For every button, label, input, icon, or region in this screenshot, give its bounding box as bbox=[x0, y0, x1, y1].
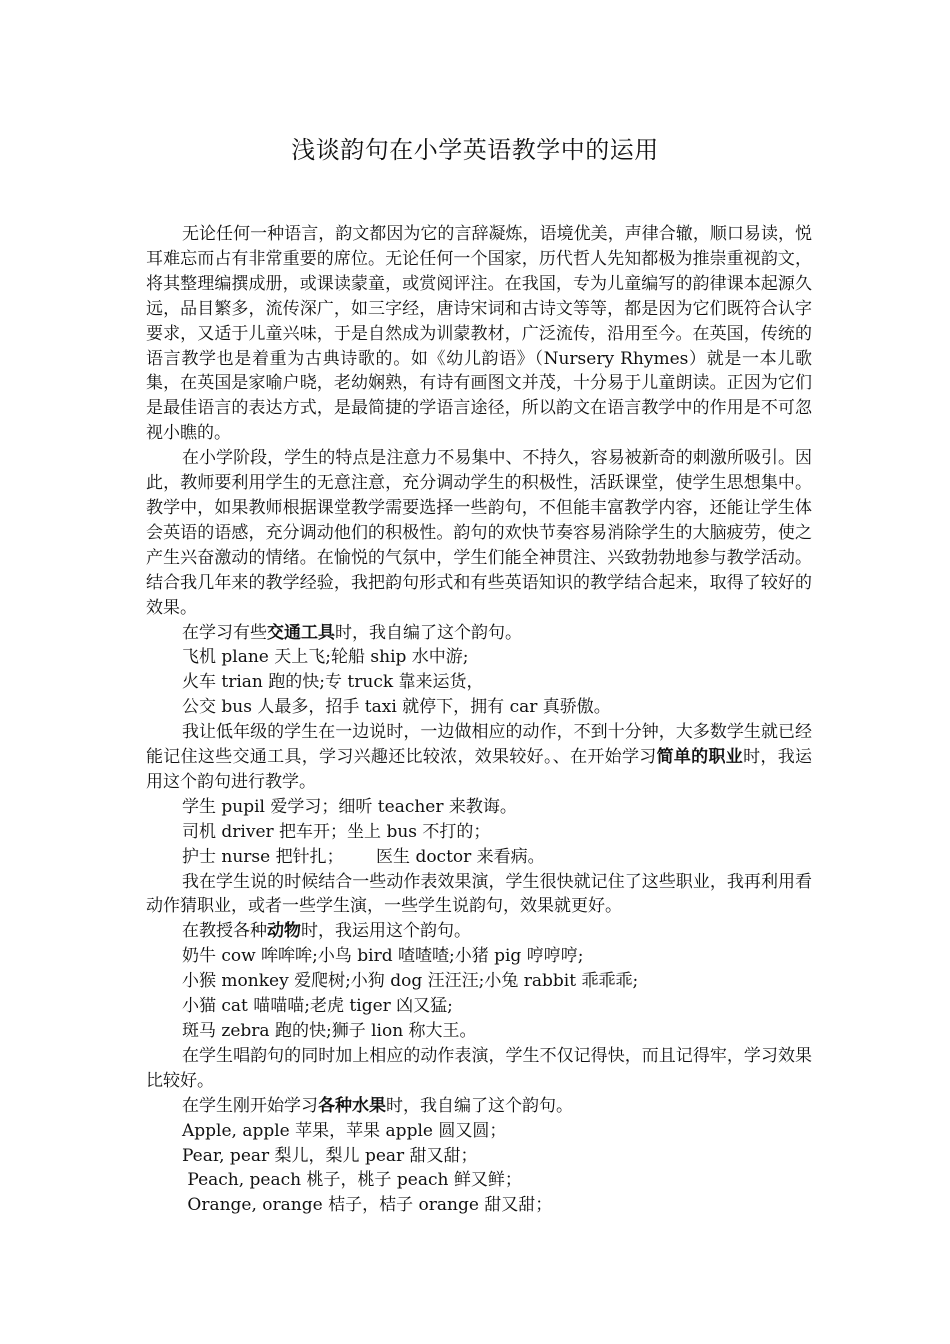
transport-keyword: 交通工具 bbox=[267, 622, 335, 643]
paragraph-animals-result: 在学生唱韵句的同时加上相应的动作表演，学生不仅记得快，而且记得牢，学习效果比较好。 bbox=[146, 1045, 812, 1091]
rhyme-line: 小猫 cat 喵喵喵;老虎 tiger 凶又猛; bbox=[182, 996, 453, 1017]
paragraph-transport-result: 我让低年级的学生在一边说时，一边做相应的动作，不到十分钟，大多数学生就已经能记住这些交通工具，学习兴趣还比较浓，效果较好。、在开始学习简单的职业时，我运用这个韵句进行教学。 bbox=[146, 722, 813, 792]
rhyme-line: 火车 trian 跑的快;专 truck 靠来运货， bbox=[182, 672, 484, 693]
rhyme-line: Pear, pear 梨儿，梨儿 pear 甜又甜； bbox=[182, 1145, 478, 1166]
rhyme-line: Peach, peach 桃子，桃子 peach 鲜又鲜； bbox=[182, 1170, 522, 1191]
rhyme-line: Orange, orange 桔子，桔子 orange 甜又甜； bbox=[182, 1195, 553, 1216]
rhyme-line: 飞机 plane 天上飞;轮船 ship 水中游; bbox=[182, 647, 469, 668]
rhyme-line: 护士 nurse 把针扎； 医生 doctor 来看病。 bbox=[182, 846, 545, 867]
paragraph-jobs-result: 我在学生说的时候结合一些动作表效果演，学生很快就记住了这些职业，我再利用看动作猜职业，或者一些学生演，一些学生说韵句，效果就更好。 bbox=[146, 871, 812, 917]
fruit-intro: 在学生刚开始学习各种水果时，我自编了这个韵句。 bbox=[182, 1095, 573, 1116]
rhyme-line: 司机 driver 把车开；坐上 bus 不打的； bbox=[182, 821, 491, 842]
document-title: 浅谈韵句在小学英语教学中的运用 bbox=[291, 136, 659, 164]
rhyme-line: 斑马 zebra 跑的快;狮子 lion 称大王。 bbox=[182, 1021, 477, 1041]
fruit-keyword: 各种水果 bbox=[318, 1095, 386, 1116]
rhyme-line: 奶牛 cow 哞哞哞;小鸟 bird 喳喳喳;小猪 pig 哼哼哼; bbox=[182, 946, 584, 967]
animal-intro: 在教授各种动物时，我运用这个韵句。 bbox=[182, 921, 471, 942]
transport-intro: 在学习有些交通工具时，我自编了这个韵句。 bbox=[182, 622, 522, 643]
animal-keyword: 动物 bbox=[267, 921, 301, 942]
paragraph-primary-stage: 在小学阶段，学生的特点是注意力不易集中、不持久，容易被新奇的刺激所吸引。因此，教师要利用学生的无意注意，充分调动学生的积极性，活跃课堂，使学生思想集中。教学中，如果教师根据课堂教学需要选择一些韵句，不但能丰富教学内容，还能让学生体会英语的语感，充分调动他们的积极性。韵句的欢快节奏容易消除学生的大脑疲劳，使之产生兴奋激动的情绪。在愉悦的气氛中，学生们能全神贯注、兴致勃勃地参与教学活动。结合我几年来的教学经验，我把韵句形式和有些英语知识的教学结合起来，取得了较好的效果。 bbox=[146, 448, 812, 618]
paragraph-intro: 无论任何一种语言，韵文都因为它的言辞凝炼，语境优美，声律合辙，顺口易读，悦耳难忘而占有非常重要的席位。无论任何一个国家，历代哲人先知都极为推崇重视韵文，将其整理编撰成册，或课读蒙童，或赏阅评注。在我国，专为儿童编写的韵律课本起源久远，品目繁多，流传深广，如三字经，唐诗宋词和古诗文等等，都是因为它们既符合认字要求，又适于儿童兴味，于是自然成为训蒙教材，广泛流传，沿用至今。在英国，传统的语言教学也是着重为古典诗歌的。如《幼儿韵语》（Nursery Rhymes）就是一本儿歌集，在英国是家喻户晓，老幼娴熟，有诗有画图文并茂，十分易于儿童朗读。正因为它们是最佳语言的表达方式，是最简捷的学语言途径，所以韵文在语言教学中的作用是不可忽视小瞧的。 bbox=[146, 224, 812, 444]
rhyme-line: 小猴 monkey 爱爬树;小狗 dog 汪汪汪;小兔 rabbit 乖乖乖; bbox=[182, 971, 639, 992]
rhyme-line: Apple, apple 苹果，苹果 apple 圆又圆； bbox=[182, 1120, 507, 1141]
jobs-keyword: 简单的职业 bbox=[656, 747, 744, 768]
rhyme-line: 公交 bus 人最多，招手 taxi 就停下，拥有 car 真骄傲。 bbox=[182, 697, 611, 718]
document-body bbox=[146, 222, 812, 1218]
rhyme-line: 学生 pupil 爱学习；细听 teacher 来教诲。 bbox=[182, 796, 517, 817]
